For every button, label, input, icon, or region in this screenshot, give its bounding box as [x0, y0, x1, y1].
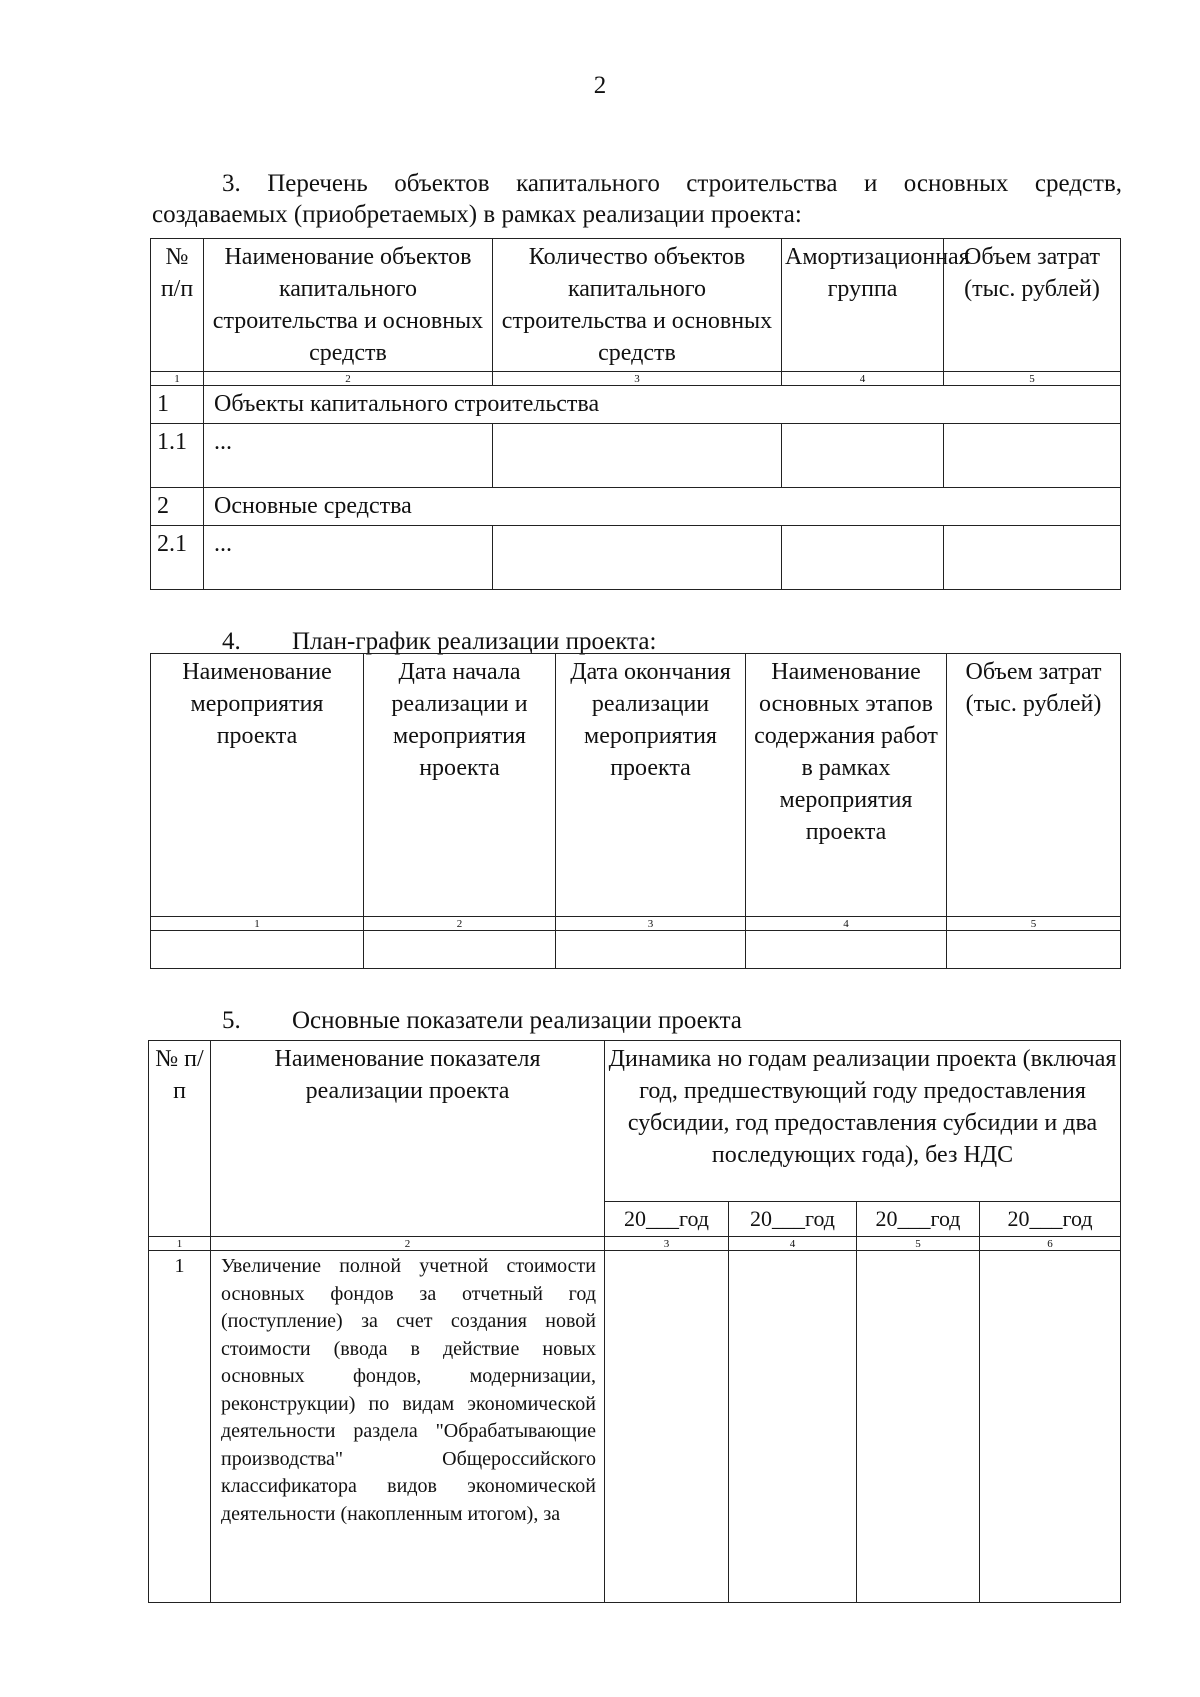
section-5-number: 5.	[222, 1007, 241, 1034]
column-index: 2	[204, 372, 493, 386]
column-header-cost: Объем затрат (тыс. рублей)	[947, 654, 1121, 917]
section-5-heading	[222, 1005, 742, 1036]
table-header-row	[151, 654, 1121, 917]
column-header-cost: Объем затрат (тыс. рублей)	[944, 239, 1121, 372]
page-number: 2	[593, 72, 607, 99]
table-row	[151, 488, 1121, 526]
empty-cell	[151, 931, 364, 969]
column-index: 1	[149, 1237, 211, 1251]
column-index-row	[149, 1237, 1121, 1251]
column-header-year: 20___год	[857, 1202, 980, 1237]
section-4-number: 4.	[222, 628, 241, 655]
column-index: 5	[857, 1237, 980, 1251]
column-index: 1	[151, 372, 204, 386]
row-depreciation-group	[782, 424, 944, 488]
empty-cell	[980, 1251, 1121, 1603]
column-index: 3	[493, 372, 782, 386]
column-header-object-count: Количество объектов капитального строительства и основных средств	[493, 239, 782, 372]
section-3-title: Перечень объектов капитального строительства и основных средств, создаваемых (приобретаемых) в рамках реализации проекта:	[152, 170, 1123, 228]
column-header-year: 20___год	[729, 1202, 857, 1237]
row-group-name: Объекты капитального строительства	[204, 386, 1121, 424]
column-index: 5	[947, 917, 1121, 931]
column-header-stages: Наименование основных этапов содержания работ в рамках мероприятия проекта	[746, 654, 947, 917]
table-row	[149, 1251, 1121, 1603]
schedule-table	[150, 653, 1121, 969]
column-header-dynamics: Динамика но годам реализации проекта (включая год, предшествующий году предоставления субсидии, год предоставления субсидии и два последующих года), без НДС	[605, 1041, 1121, 1202]
column-index: 4	[782, 372, 944, 386]
column-header-event-name: Наименование мероприятия проекта	[151, 654, 364, 917]
column-index-row	[151, 372, 1121, 386]
empty-cell	[746, 931, 947, 969]
table-row	[151, 931, 1121, 969]
row-depreciation-group	[782, 526, 944, 590]
column-index: 5	[944, 372, 1121, 386]
column-header-number: № п/п	[151, 239, 204, 372]
table-row	[151, 424, 1121, 488]
row-group-name: Основные средства	[204, 488, 1121, 526]
row-object-name: ...	[204, 424, 493, 488]
column-index: 2	[211, 1237, 605, 1251]
column-index: 2	[364, 917, 556, 931]
column-header-start-date: Дата начала реализации и мероприятия нроекта	[364, 654, 556, 917]
empty-cell	[556, 931, 746, 969]
section-3-heading	[152, 168, 1122, 230]
row-number: 1.1	[151, 424, 204, 488]
column-header-year: 20___год	[980, 1202, 1121, 1237]
row-number: 1	[149, 1251, 211, 1603]
column-index: 6	[980, 1237, 1121, 1251]
table-row	[151, 526, 1121, 590]
column-index: 3	[556, 917, 746, 931]
column-index: 3	[605, 1237, 729, 1251]
empty-cell	[947, 931, 1121, 969]
column-index: 4	[746, 917, 947, 931]
section-4-title: План-график реализации проекта:	[292, 628, 657, 655]
row-number: 2	[151, 488, 204, 526]
row-object-count	[493, 424, 782, 488]
column-index-row	[151, 917, 1121, 931]
empty-cell	[729, 1251, 857, 1603]
indicators-table	[148, 1040, 1121, 1603]
table-row	[151, 386, 1121, 424]
column-header-year: 20___год	[605, 1202, 729, 1237]
row-number: 1	[151, 386, 204, 424]
column-header-depreciation-group: Амортизационная группа	[782, 239, 944, 372]
row-indicator-name: Увеличение полной учетной стоимости основных фондов за отчетный год (поступление) за счет создания новой стоимости (ввода в действие новых основных фондов, модернизации, реконструкции) по видам экономической деятельности раздела "Обрабатывающие производства" Общероссийского классификатора видов экономической деятельности (накопленным итогом), за	[211, 1251, 605, 1603]
column-index: 4	[729, 1237, 857, 1251]
empty-cell	[364, 931, 556, 969]
empty-cell	[857, 1251, 980, 1603]
table-header-row	[151, 239, 1121, 372]
row-number: 2.1	[151, 526, 204, 590]
row-object-name: ...	[204, 526, 493, 590]
empty-cell	[605, 1251, 729, 1603]
section-3-number: 3.	[222, 170, 241, 197]
row-cost	[944, 424, 1121, 488]
column-index: 1	[151, 917, 364, 931]
column-header-end-date: Дата окончания реализации мероприятия проекта	[556, 654, 746, 917]
column-header-number: № п/п	[149, 1041, 211, 1237]
table-header-row	[149, 1041, 1121, 1202]
row-cost	[944, 526, 1121, 590]
row-object-count	[493, 526, 782, 590]
section-5-title: Основные показатели реализации проекта	[292, 1007, 742, 1034]
column-header-indicator-name: Наименование показателя реализации проекта	[211, 1041, 605, 1237]
capital-objects-table	[150, 238, 1121, 590]
column-header-object-name: Наименование объектов капитального строительства и основных средств	[204, 239, 493, 372]
